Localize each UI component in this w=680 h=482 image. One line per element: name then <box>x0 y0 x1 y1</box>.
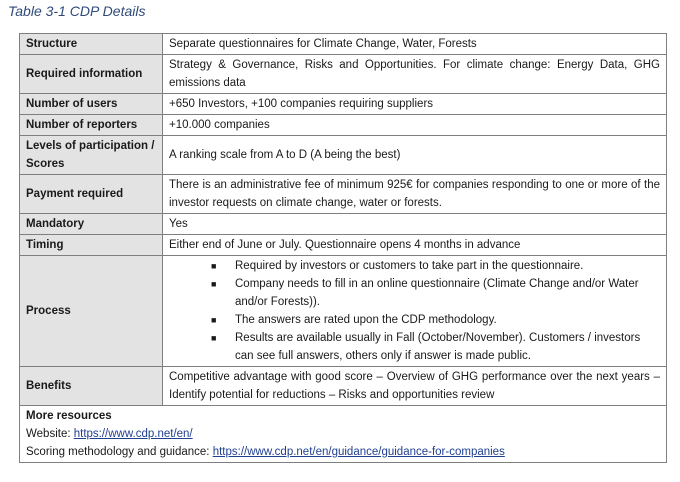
list-item <box>169 329 660 365</box>
table-row <box>20 406 667 463</box>
row-value-required-information: Strategy & Governance, Risks and Opportunities. For climate change: Energy Data, GHG emissions data <box>163 55 667 94</box>
row-label-timing: Timing <box>20 235 163 256</box>
website-line <box>26 425 660 443</box>
table-row <box>20 235 667 256</box>
square-bullet-icon: ■ <box>211 261 217 271</box>
more-resources-title: More resources <box>26 410 112 422</box>
row-value-process <box>163 256 667 367</box>
square-bullet-icon: ■ <box>211 333 217 343</box>
process-item-text: Company needs to fill in an online questionnaire (Climate Change and/or Water and/or Forests)). <box>235 278 639 308</box>
website-link[interactable]: https://www.cdp.net/en/ <box>73 428 193 440</box>
table-caption: Table 3-1 CDP Details <box>8 3 146 19</box>
process-item-text: The answers are rated upon the CDP methodology. <box>235 314 497 326</box>
scoring-line <box>26 443 660 461</box>
row-value-payment-required: There is an administrative fee of minimum 925€ for companies responding to one or more of the investor requests on climate change, water or forests. <box>163 175 667 214</box>
row-value-structure: Separate questionnaires for Climate Change, Water, Forests <box>163 34 667 55</box>
row-label-levels-of-participation: Levels of participation / Scores <box>20 136 163 175</box>
row-value-timing: Either end of June or July. Questionnaire opens 4 months in advance <box>163 235 667 256</box>
table-row <box>20 94 667 115</box>
square-bullet-icon: ■ <box>211 315 217 325</box>
scoring-label: Scoring methodology and guidance: <box>26 446 213 458</box>
table-row <box>20 175 667 214</box>
process-item-text: Required by investors or customers to take part in the questionnaire. <box>235 260 584 272</box>
process-item-text: Results are available usually in Fall (October/November). Customers / investors can see full answers, others only if answer is made public. <box>235 332 641 362</box>
row-label-structure: Structure <box>20 34 163 55</box>
table-row <box>20 367 667 406</box>
table-row <box>20 256 667 367</box>
table-row <box>20 214 667 235</box>
square-bullet-icon: ■ <box>211 279 217 289</box>
list-item <box>169 311 660 329</box>
row-value-mandatory: Yes <box>163 214 667 235</box>
row-label-number-of-reporters: Number of reporters <box>20 115 163 136</box>
row-label-mandatory: Mandatory <box>20 214 163 235</box>
table-row <box>20 55 667 94</box>
scoring-guidance-link[interactable]: https://www.cdp.net/en/guidance/guidance-for-companies <box>212 446 505 458</box>
row-value-benefits: Competitive advantage with good score – Overview of GHG performance over the next years – Identify potential for reductions – Risks and opportunities review <box>163 367 667 406</box>
table-row <box>20 115 667 136</box>
row-value-number-of-reporters: +10.000 companies <box>163 115 667 136</box>
row-label-benefits: Benefits <box>20 367 163 406</box>
process-list <box>169 257 660 365</box>
row-label-number-of-users: Number of users <box>20 94 163 115</box>
website-label: Website: <box>26 428 74 440</box>
row-label-process: Process <box>20 256 163 367</box>
list-item <box>169 275 660 311</box>
row-label-required-information: Required information <box>20 55 163 94</box>
row-value-number-of-users: +650 Investors, +100 companies requiring suppliers <box>163 94 667 115</box>
row-value-levels-of-participation: A ranking scale from A to D (A being the best) <box>163 136 667 175</box>
cdp-details-table <box>19 33 667 463</box>
table-row <box>20 136 667 175</box>
table-row <box>20 34 667 55</box>
list-item <box>169 257 660 275</box>
row-label-payment-required: Payment required <box>20 175 163 214</box>
more-resources-cell <box>20 406 667 463</box>
